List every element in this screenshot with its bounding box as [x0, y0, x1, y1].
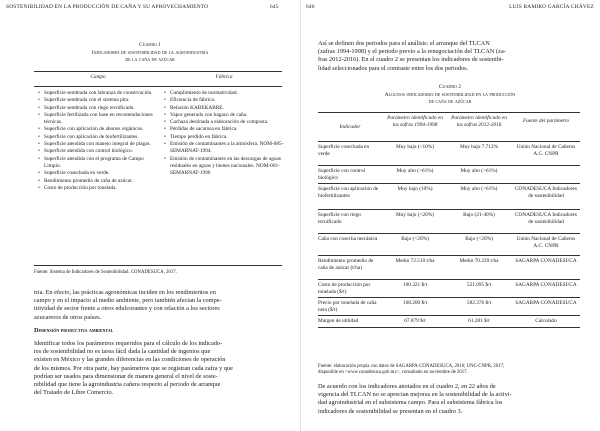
campo-item: • Rendimiento promedio de caña de azúcar. [38, 178, 160, 185]
table2-caption [306, 84, 594, 107]
row-rule [318, 209, 580, 210]
campo-item: • Superficie sembrada con el sistema pita. [38, 97, 160, 104]
text-line: titividad de sector frente a otros edulcorantes y con relación a los sectores [34, 305, 220, 313]
fabrica-item: • Pérdidas de sacarosa en fábrica. [164, 126, 286, 133]
p2-cell: Muy alto (>61%) [460, 168, 498, 174]
fabrica-item: • Cumplimiento de normatividad. [164, 90, 286, 97]
table1-source: Fuente: Sistema de Indicadores de Sostenibilidad. CONADESUCA, 2017. [34, 270, 177, 275]
text-line: existen en México y las grandes diferencias en las condiciones de operación [34, 356, 226, 364]
row-rule [318, 279, 580, 280]
fabrica-item: • Emisión de contaminantes a la atmósfera. NOM-085-SEMARNAT-1994. [164, 141, 286, 156]
fuente-cell: Unión Nacional de Cañeros A.C. CNPR [516, 144, 576, 157]
table1-top-rule [34, 71, 282, 72]
text-line: Así se definen dos periodos para el análisis: el arranque del TLCAN [318, 40, 490, 47]
page-gutter [300, 0, 301, 431]
text-line: podrían ser usados para dimensionar de manera general el nivel de soste- [34, 372, 218, 380]
indicador-cell: Superficie con riego tecnificado [318, 212, 361, 225]
campo-item: • Superficie atendida con el programa de Campo Limpio. [38, 156, 160, 171]
text-line: De acuerdo con los indicadores anotados en el cuadro 2, en 22 años de [318, 383, 496, 390]
campo-item: • Superficie con aplicación de biofertilizantes. [38, 134, 160, 141]
indicador-cell: Margen de utilidad [318, 318, 359, 324]
row-rule [318, 233, 580, 234]
table1-campo-column [38, 90, 160, 192]
text-line: nibilidad que tiene la agroindustria cañera respecto al periodo de arranque [34, 380, 221, 388]
p1-cell: Muy bajo (<10%) [396, 144, 434, 150]
fabrica-item: • Emisión de contaminantes en las descargas de aguas residuales en aguas y bienes nacionales. NOM-001-SEMARNAT-1996 [164, 156, 286, 178]
fabrica-item: • Cachaza destinada a elaboración de composta. [164, 119, 286, 126]
indicador-cell: Caña con cosecha mecánica [318, 236, 378, 242]
right-page-number: 646 [306, 4, 315, 10]
table1-caption [6, 42, 294, 65]
p1-cell: 67.879 $/t [404, 318, 426, 324]
table2-title-line: Algunos indicadores de sostenibilidad en la producción [384, 91, 516, 98]
campo-item: • Costo de producción por tonelada. [38, 185, 160, 192]
p2-cell: 61.281 $/t [468, 318, 490, 324]
text-line: lidad seleccionados para el contraste entre los dos periodos. [318, 64, 469, 72]
table1-header-campo: Campo [90, 74, 106, 80]
campo-list [38, 90, 160, 192]
p2-cell: Muy bajo 7.712% [459, 144, 499, 150]
text-line: del Tratado de Libre Comercio. [34, 389, 114, 397]
fuente-cell: SAGARPA CONADESUCA [515, 258, 577, 264]
text-line: de los mismos. Por otra parte, hay parámetros que se registran cada zafra y que [34, 364, 233, 372]
table2-header-rule [318, 141, 580, 142]
table1-title-line: Indicadores de sostenibilidad de la agroindustria [91, 49, 209, 56]
table1-number: Cuadro 1 [138, 42, 162, 48]
text-line: indicadores de sostenibilidad se presentan en el cuadro 3. [318, 407, 463, 415]
text-line: (zafras 1994-1998) y el periodo previo a la renegociación del TLCAN (za- [318, 48, 506, 56]
text-line: vigencia del TLCAN no se aprecian mejoras en la sostenibilidad de la activi- [318, 391, 512, 399]
row-rule [318, 255, 580, 256]
text-line: tria. En efecto, las prácticas agronómicas inciden en los rendimientos en [34, 289, 216, 296]
section-heading: Dimensión productiva ambiental [34, 327, 114, 334]
row-rule [318, 315, 580, 316]
row-rule [318, 165, 580, 166]
table2-header-p2: Parámetro identificado en las zafras 2012-2016 [451, 115, 507, 128]
row-rule [318, 327, 580, 328]
table2-source-line: disponible en <www.conadesuca.gob.mx>, consultado en noviembre de 2017. [318, 370, 468, 375]
text-line: dad agroindustrial en el subsistema campo. Para el subsistema fábrica los [318, 399, 503, 407]
p2-cell: 521.095 $/t [466, 282, 492, 288]
p2-cell: Bajo (<20%) [465, 236, 493, 242]
text-line: Identificar todos los parámetros requeridos para el cálculo de los indicado- [34, 340, 223, 347]
table2-top-rule [318, 112, 580, 113]
p1-cell: 100.321 $/t [402, 282, 428, 288]
right-paragraph-1 [318, 40, 580, 73]
campo-item: • Superficie cosechada en verde. [38, 170, 160, 177]
campo-item: • Superficie atendida con manejo integral de plagas. [38, 141, 160, 148]
p2-cell: 582.376 $/t [466, 300, 492, 306]
p2-cell: Bajo (21-40%) [463, 212, 495, 218]
indicador-cell: Superficie con control biológico [318, 168, 366, 181]
p1-cell: Muy bajo (<20%) [396, 212, 434, 218]
indicador-cell: Precio por tonelada de caña neta ($/t) [318, 300, 377, 313]
campo-item: • Superficie sembrada con labranza de conservación. [38, 90, 160, 97]
fabrica-list [164, 90, 286, 178]
p1-cell: Medio 72.510 t/ha [395, 258, 435, 264]
p1-cell: 168.200 $/t [402, 300, 428, 306]
right-running-title: LUIS RAMIRO GARCÍA CHÁVEZ [509, 4, 594, 10]
row-rule [318, 183, 580, 184]
table1-title-line: de la caña de azúcar [125, 57, 175, 64]
p1-cell: Muy bajo (10%) [397, 186, 433, 192]
table2-header-p1: Parámetro identificado en las zafras 1994-1998 [387, 115, 443, 128]
left-paragraph-2 [34, 340, 286, 397]
fabrica-item: • Tiempo perdido en fábrica. [164, 134, 286, 141]
campo-item: • Superficie sembrada con riego tecnificado. [38, 105, 160, 112]
text-line: azucareros de otros países. [34, 313, 102, 321]
table1-fabrica-column [164, 90, 286, 178]
left-page [6, 0, 294, 431]
campo-item: • Superficie fertilizada con base en recomendaciones técnicas. [38, 112, 160, 127]
right-page [306, 0, 594, 431]
fuente-cell: SAGARPA CONADESUCA [515, 282, 577, 288]
table2-number: Cuadro 2 [438, 84, 462, 90]
fuente-cell: SAGARPA CONADESUCA [515, 300, 577, 306]
table2-source-line: Fuente: elaboración propia con datos de SAGARPA-CONADESUCA, 2016; UNC-CNPR, 2017; [318, 364, 505, 369]
indicador-cell: Costo de producción por tonelada ($/t) [318, 282, 371, 295]
fuente-cell: CONADESUCA Indicadores de sostenibilidad [515, 212, 577, 225]
fuente-cell: Calculado [535, 318, 557, 324]
table2-header-indicador: Indicador [339, 124, 361, 130]
text-line: res de sostenibilidad no es tarea fácil dada la cantidad de ingenios que [34, 348, 211, 356]
indicador-cell: Rendimiento promedio de caña de azúcar (t/ha) [318, 258, 374, 271]
indicador-cell: Superficie cosechada en verde [318, 144, 370, 157]
fabrica-item: • Vapor generado con bagazo de caña. [164, 112, 286, 119]
fuente-cell: Unión Nacional de Cañeros A.C. CNPR [516, 236, 576, 249]
table2-source [318, 364, 584, 376]
indicador-cell: Superficie con aplicación de biofertilizantes [318, 186, 379, 199]
table1-bottom-rule [34, 265, 282, 266]
p1-cell: Bajo (<20%) [401, 236, 429, 242]
table1-header-fabrica: Fábrica [215, 74, 233, 80]
p1-cell: Muy alto (>61%) [396, 168, 434, 174]
text-line: fras 2012-2016). En el cuadro 2 se presentan los indicadores de sostenibi- [318, 56, 504, 64]
left-paragraph-1 [34, 289, 286, 322]
left-running-title: SOSTENIBILIDAD EN LA PRODUCCIÓN DE CAÑA Y SU APROVECHAMIENTO [6, 4, 209, 10]
fabrica-item: • Relación KABEKABRE. [164, 105, 286, 112]
row-rule [318, 297, 580, 298]
campo-item: • Superficie atendida con control biológico. [38, 148, 160, 155]
table2-title-line: de caña de azúcar [428, 99, 472, 106]
fabrica-item: • Eficiencia de fábrica. [164, 97, 286, 104]
p2-cell: Medio 70.239 t/ha [459, 258, 499, 264]
table1-header-rule [34, 86, 282, 87]
right-paragraph-2 [318, 383, 580, 416]
text-line: campo y en el impacto al medio ambiente, pero también afectan la compe- [34, 297, 222, 305]
table2-header-fuente: Fuente del parámetro [523, 118, 569, 124]
campo-item: • Superficie con aplicación de abonos orgánicos. [38, 126, 160, 133]
fuente-cell: CONADESUCA Indicadores de sostenibilidad [515, 186, 577, 199]
p2-cell: Muy alto (>61%) [460, 186, 498, 192]
left-page-number: 645 [270, 4, 279, 10]
